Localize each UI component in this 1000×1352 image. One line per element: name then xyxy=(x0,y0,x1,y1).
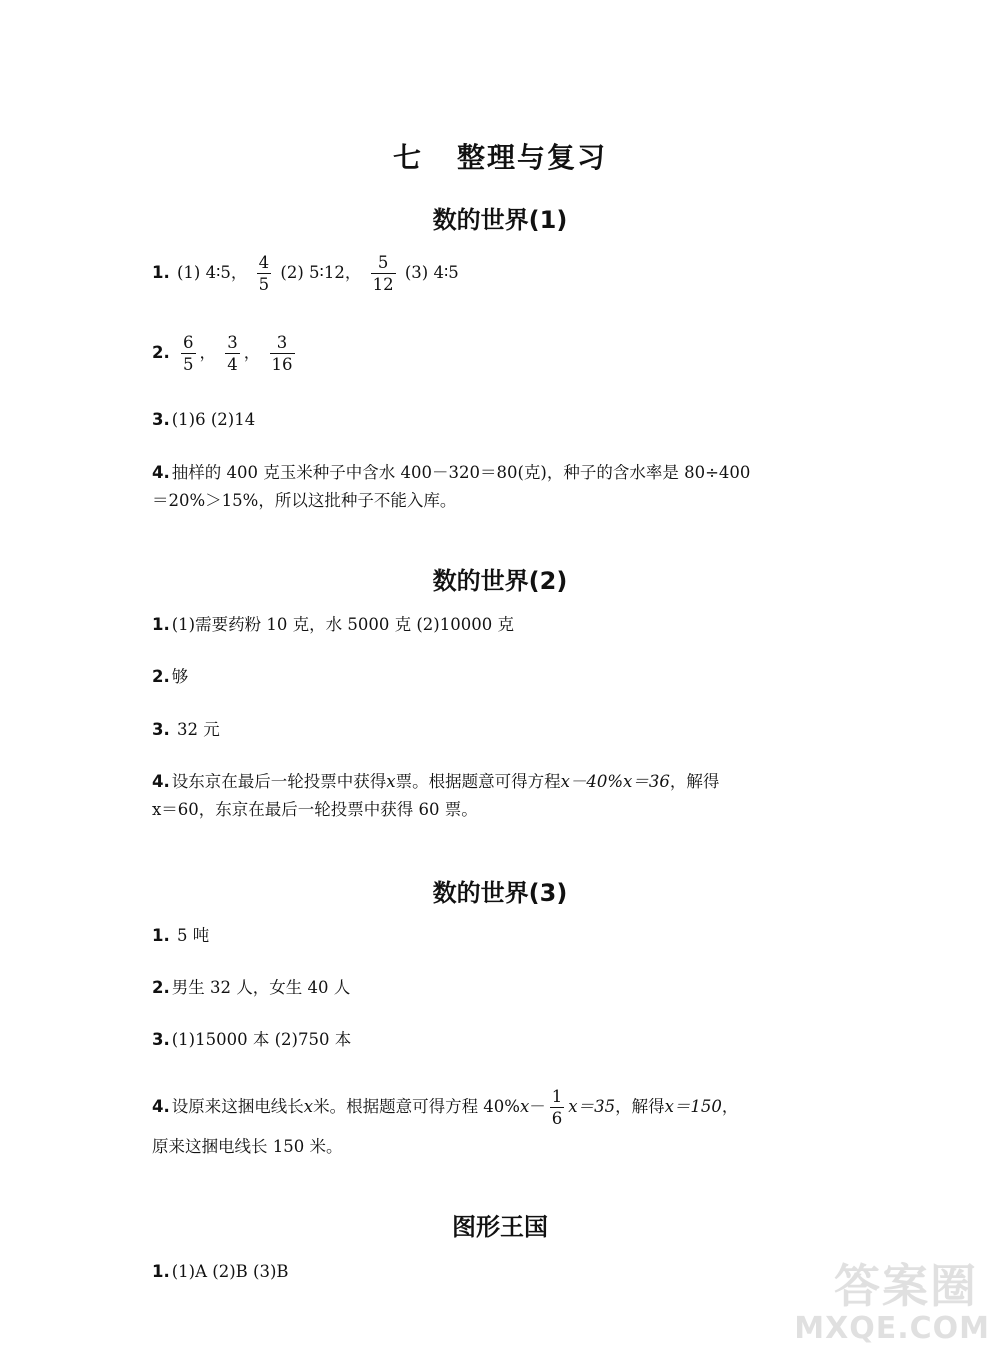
watermark-url: MXQE.COM xyxy=(794,1311,990,1346)
section-title-3: 数的世界(3) xyxy=(432,879,568,907)
fraction: $\frac{5}{12}$ xyxy=(372,253,394,294)
s2-q1: 1. (1)需要药粉 10 克，水 5000 克 (2)10000 克 xyxy=(152,615,514,634)
section-title-2: 数的世界(2) xyxy=(432,567,568,595)
s1-q4-line2: ＝20%＞15%，所以这批种子不能入库。 xyxy=(152,491,457,510)
s3-q1: 1. 5 吨 xyxy=(152,926,210,945)
fraction: $\frac{1}{6}$ xyxy=(551,1087,563,1128)
s3-q4-line2: 原来这捆电线长 150 米。 xyxy=(152,1137,343,1156)
section-title-1: 数的世界(1) xyxy=(432,206,568,234)
s1-q1: 1. (1) 4∶5， $\frac{4}{5}$ (2) 5∶12， $\frac{5}{12}$ (3) 4∶5 xyxy=(152,253,459,294)
chapter-number: 七 xyxy=(392,141,423,174)
watermark xyxy=(790,1248,990,1348)
section-title-4: 图形王国 xyxy=(452,1213,548,1241)
s4-q1: 1. (1)A (2)B (3)B xyxy=(152,1262,289,1281)
s2-q3: 3. 32 元 xyxy=(152,720,220,739)
s2-q4-line2: x＝60，东京在最后一轮投票中获得 60 票。 xyxy=(152,800,478,819)
s2-q4: 4. 设东京在最后一轮投票中获得x票。根据题意可得方程x－40%x＝36，解得 xyxy=(152,772,720,791)
s1-q2: 2. $\frac{6}{5}$ ， $\frac{3}{4}$ ， $\frac{3}{16}$ xyxy=(152,333,293,374)
chapter-name: 整理与复习 xyxy=(457,141,608,174)
s3-q4: 4. 设原来这捆电线长x米。根据题意可得方程 40%x－ $\frac{1}{6}$ x＝35，解得x＝150， xyxy=(152,1087,739,1128)
fraction: $\frac{3}{16}$ xyxy=(271,333,293,374)
fraction: $\frac{3}{4}$ xyxy=(227,333,238,374)
fraction: $\frac{4}{5}$ xyxy=(258,253,270,294)
s1-q3: 3. (1)6 (2)14 xyxy=(152,410,256,429)
s1-q4: 4. 抽样的 400 克玉米种子中含水 400－320＝80(克)，种子的含水率是 80÷400 xyxy=(152,463,751,482)
fraction: $\frac{6}{5}$ xyxy=(183,333,194,374)
s3-q2: 2. 男生 32 人，女生 40 人 xyxy=(152,978,351,997)
watermark-logo-text: 答案圈 xyxy=(834,1259,978,1313)
s2-q2: 2. 够 xyxy=(152,667,189,686)
chapter-title xyxy=(0,136,1000,176)
s3-q3: 3. (1)15000 本 (2)750 本 xyxy=(152,1030,352,1049)
